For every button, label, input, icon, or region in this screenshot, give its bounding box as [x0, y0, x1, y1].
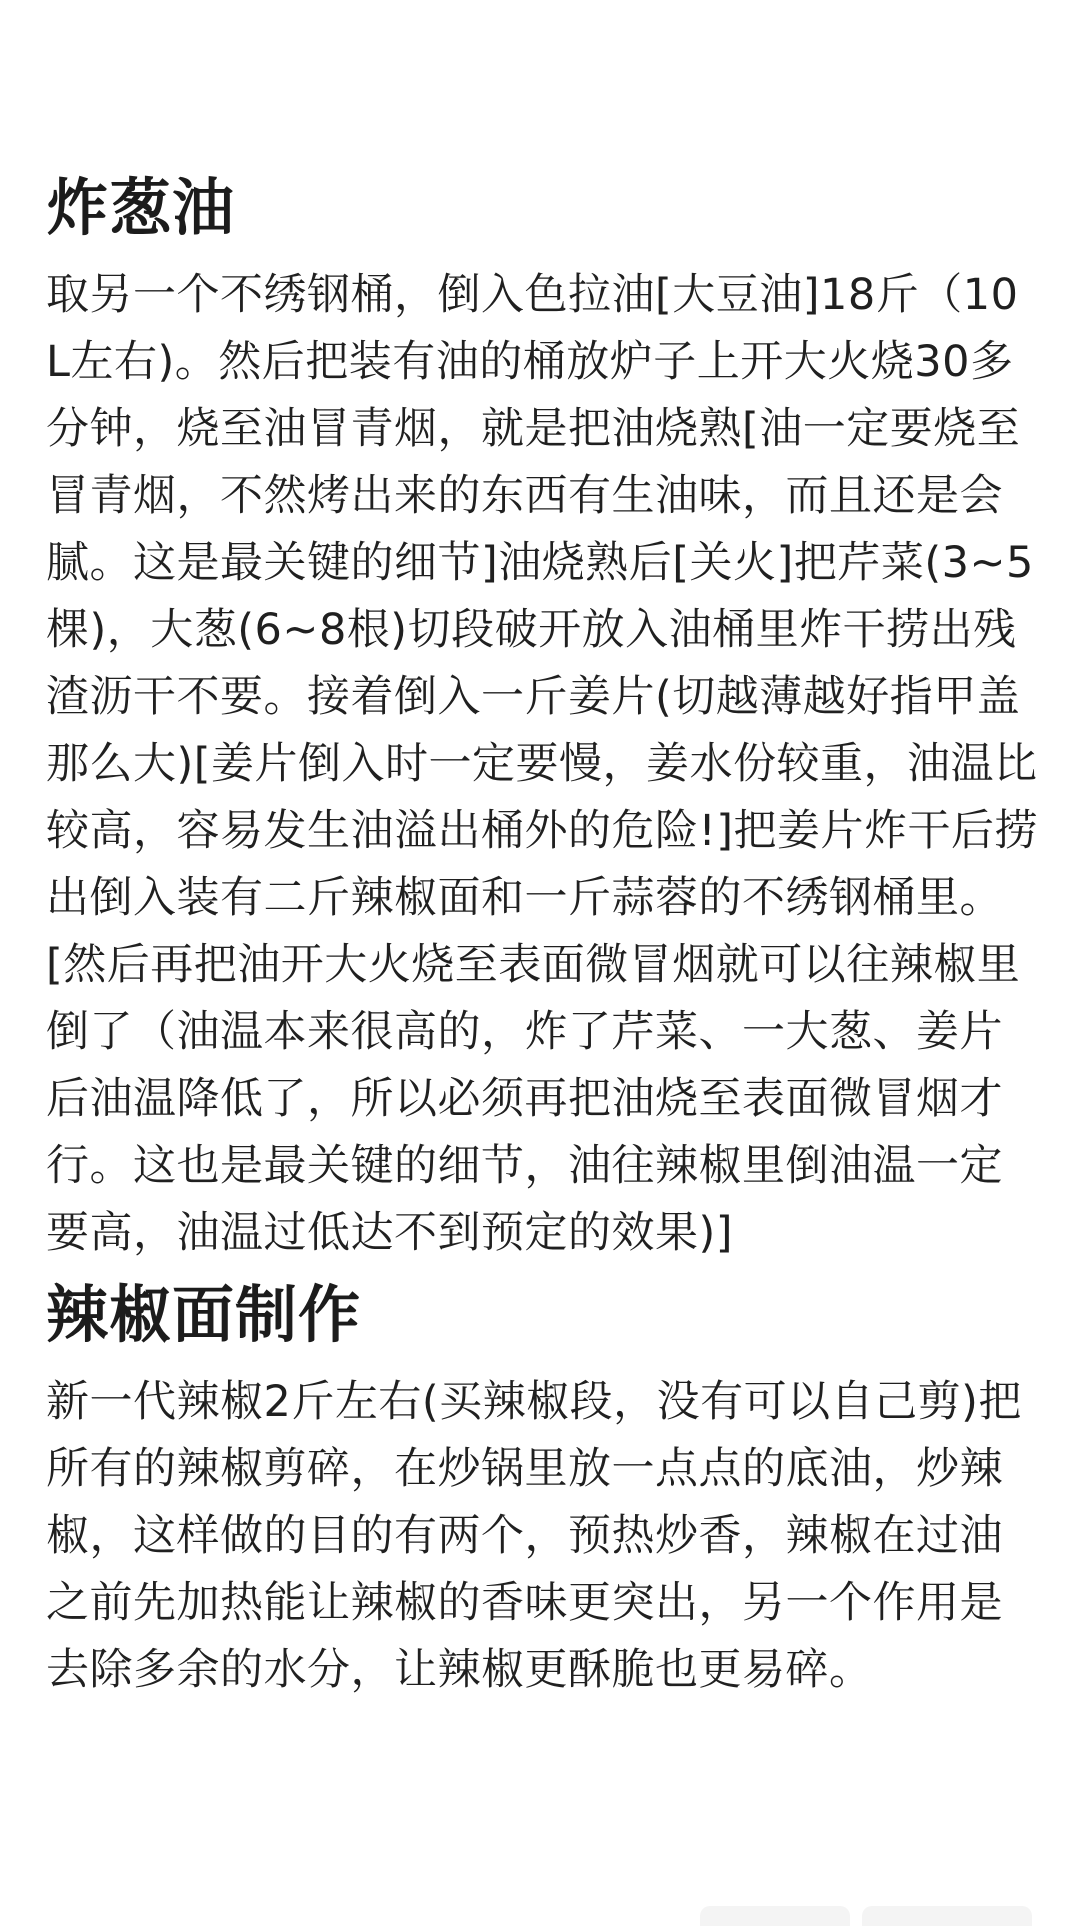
section-title-chili-powder: 辣椒面制作	[46, 1278, 362, 1351]
article-content	[46, 168, 1040, 1712]
bottom-bar-partial	[0, 1900, 1080, 1920]
section-title-fried-scallion-oil: 炸葱油	[46, 171, 236, 244]
bottom-chip[interactable]	[700, 1906, 850, 1926]
section-body-fried-scallion-oil: 取另一个不绣钢桶，倒入色拉油[大豆油]18斤（10L左右)。然后把装有油的桶放炉子上开大火烧30多分钟，烧至油冒青烟，就是把油烧熟[油一定要烧至冒青烟，不然烤出来的东西有生油味，而且还是会腻。这是最关键的细节]油烧熟后[关火]把芹菜(3~5棵)，大葱(6~8根)切段破开放入油桶里炸干捞出残渣沥干不要。接着倒入一斤姜片(切越薄越好指甲盖那么大)[姜片倒入时一定要慢，姜水份较重，油温比较高，容易发生油溢出桶外的危险!]把姜片炸干后捞出倒入装有二斤辣椒面和一斤蒜蓉的不绣钢桶里。[然后再把油开大火烧至表面微冒烟就可以往辣椒里倒了（油温本来很高的，炸了芹菜、一大葱、姜片后油温降低了，所以必须再把油烧至表面微冒烟才行。这也是最关键的细节，油往辣椒里倒油温一定要高，油温过低达不到预定的效果)]	[46, 270, 1039, 1258]
section-body-chili-powder: 新一代辣椒2斤左右(买辣椒段，没有可以自己剪)把所有的辣椒剪碎，在炒锅里放一点点的底油，炒辣椒，这样做的目的有两个，预热炒香，辣椒在过油之前先加热能让辣椒的香味更突出，另一个作用是去除多余的水分，让辣椒更酥脆也更易碎。	[46, 1377, 1022, 1695]
bottom-chip[interactable]	[862, 1906, 1032, 1926]
